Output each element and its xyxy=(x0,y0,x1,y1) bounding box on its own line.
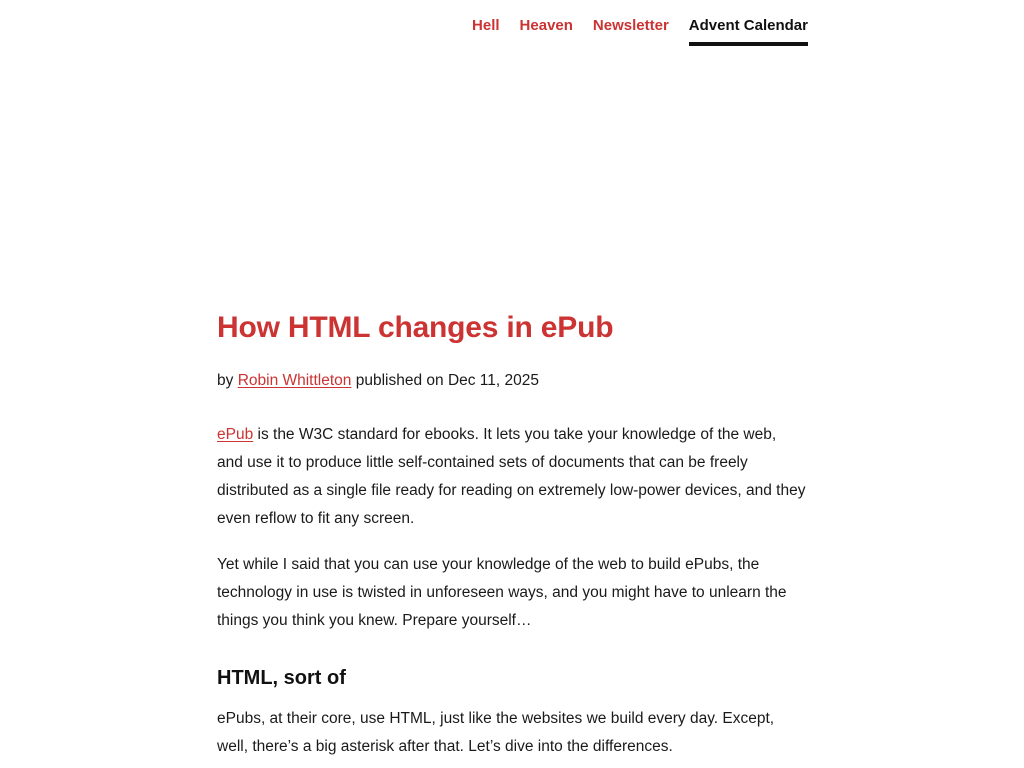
nav-item-hell[interactable]: Hell xyxy=(472,17,500,34)
paragraph-third: ePubs, at their core, use HTML, just like the websites we build every day. Except, well, there’s a big asterisk after that. Let’s dive into the differences. xyxy=(217,710,775,755)
article-byline xyxy=(217,371,806,391)
paragraph-intro xyxy=(217,421,806,533)
site-header xyxy=(0,0,1024,46)
epub-link[interactable]: ePub xyxy=(217,426,254,443)
article xyxy=(217,311,806,761)
nav-item-advent-calendar[interactable]: Advent Calendar xyxy=(689,16,808,46)
content-wrapper xyxy=(0,311,1024,761)
byline-suffix: published on Dec 11, 2025 xyxy=(351,372,539,389)
byline-prefix: by xyxy=(217,372,238,389)
paragraph-second: Yet while I said that you can use your knowledge of the web to build ePubs, the technology in use is twisted in unforeseen ways, and you might have to unlearn the things you think you knew. Prepare yourself… xyxy=(217,556,787,629)
section-heading-html-sort-of: HTML, sort of xyxy=(217,667,346,689)
main-navigation xyxy=(472,16,808,46)
paragraph-intro-text: is the W3C standard for ebooks. It lets you take your knowledge of the web, and use it to produce little self-contained sets of documents that can be freely distributed as a single file ready for reading on extremely low-power devices, and they even reflow to fit any screen. xyxy=(217,426,806,527)
page-title: How HTML changes in ePub xyxy=(217,311,614,344)
nav-item-heaven[interactable]: Heaven xyxy=(519,17,573,34)
article-body xyxy=(217,421,806,761)
author-link[interactable]: Robin Whittleton xyxy=(237,372,352,389)
nav-item-newsletter[interactable]: Newsletter xyxy=(592,17,669,34)
